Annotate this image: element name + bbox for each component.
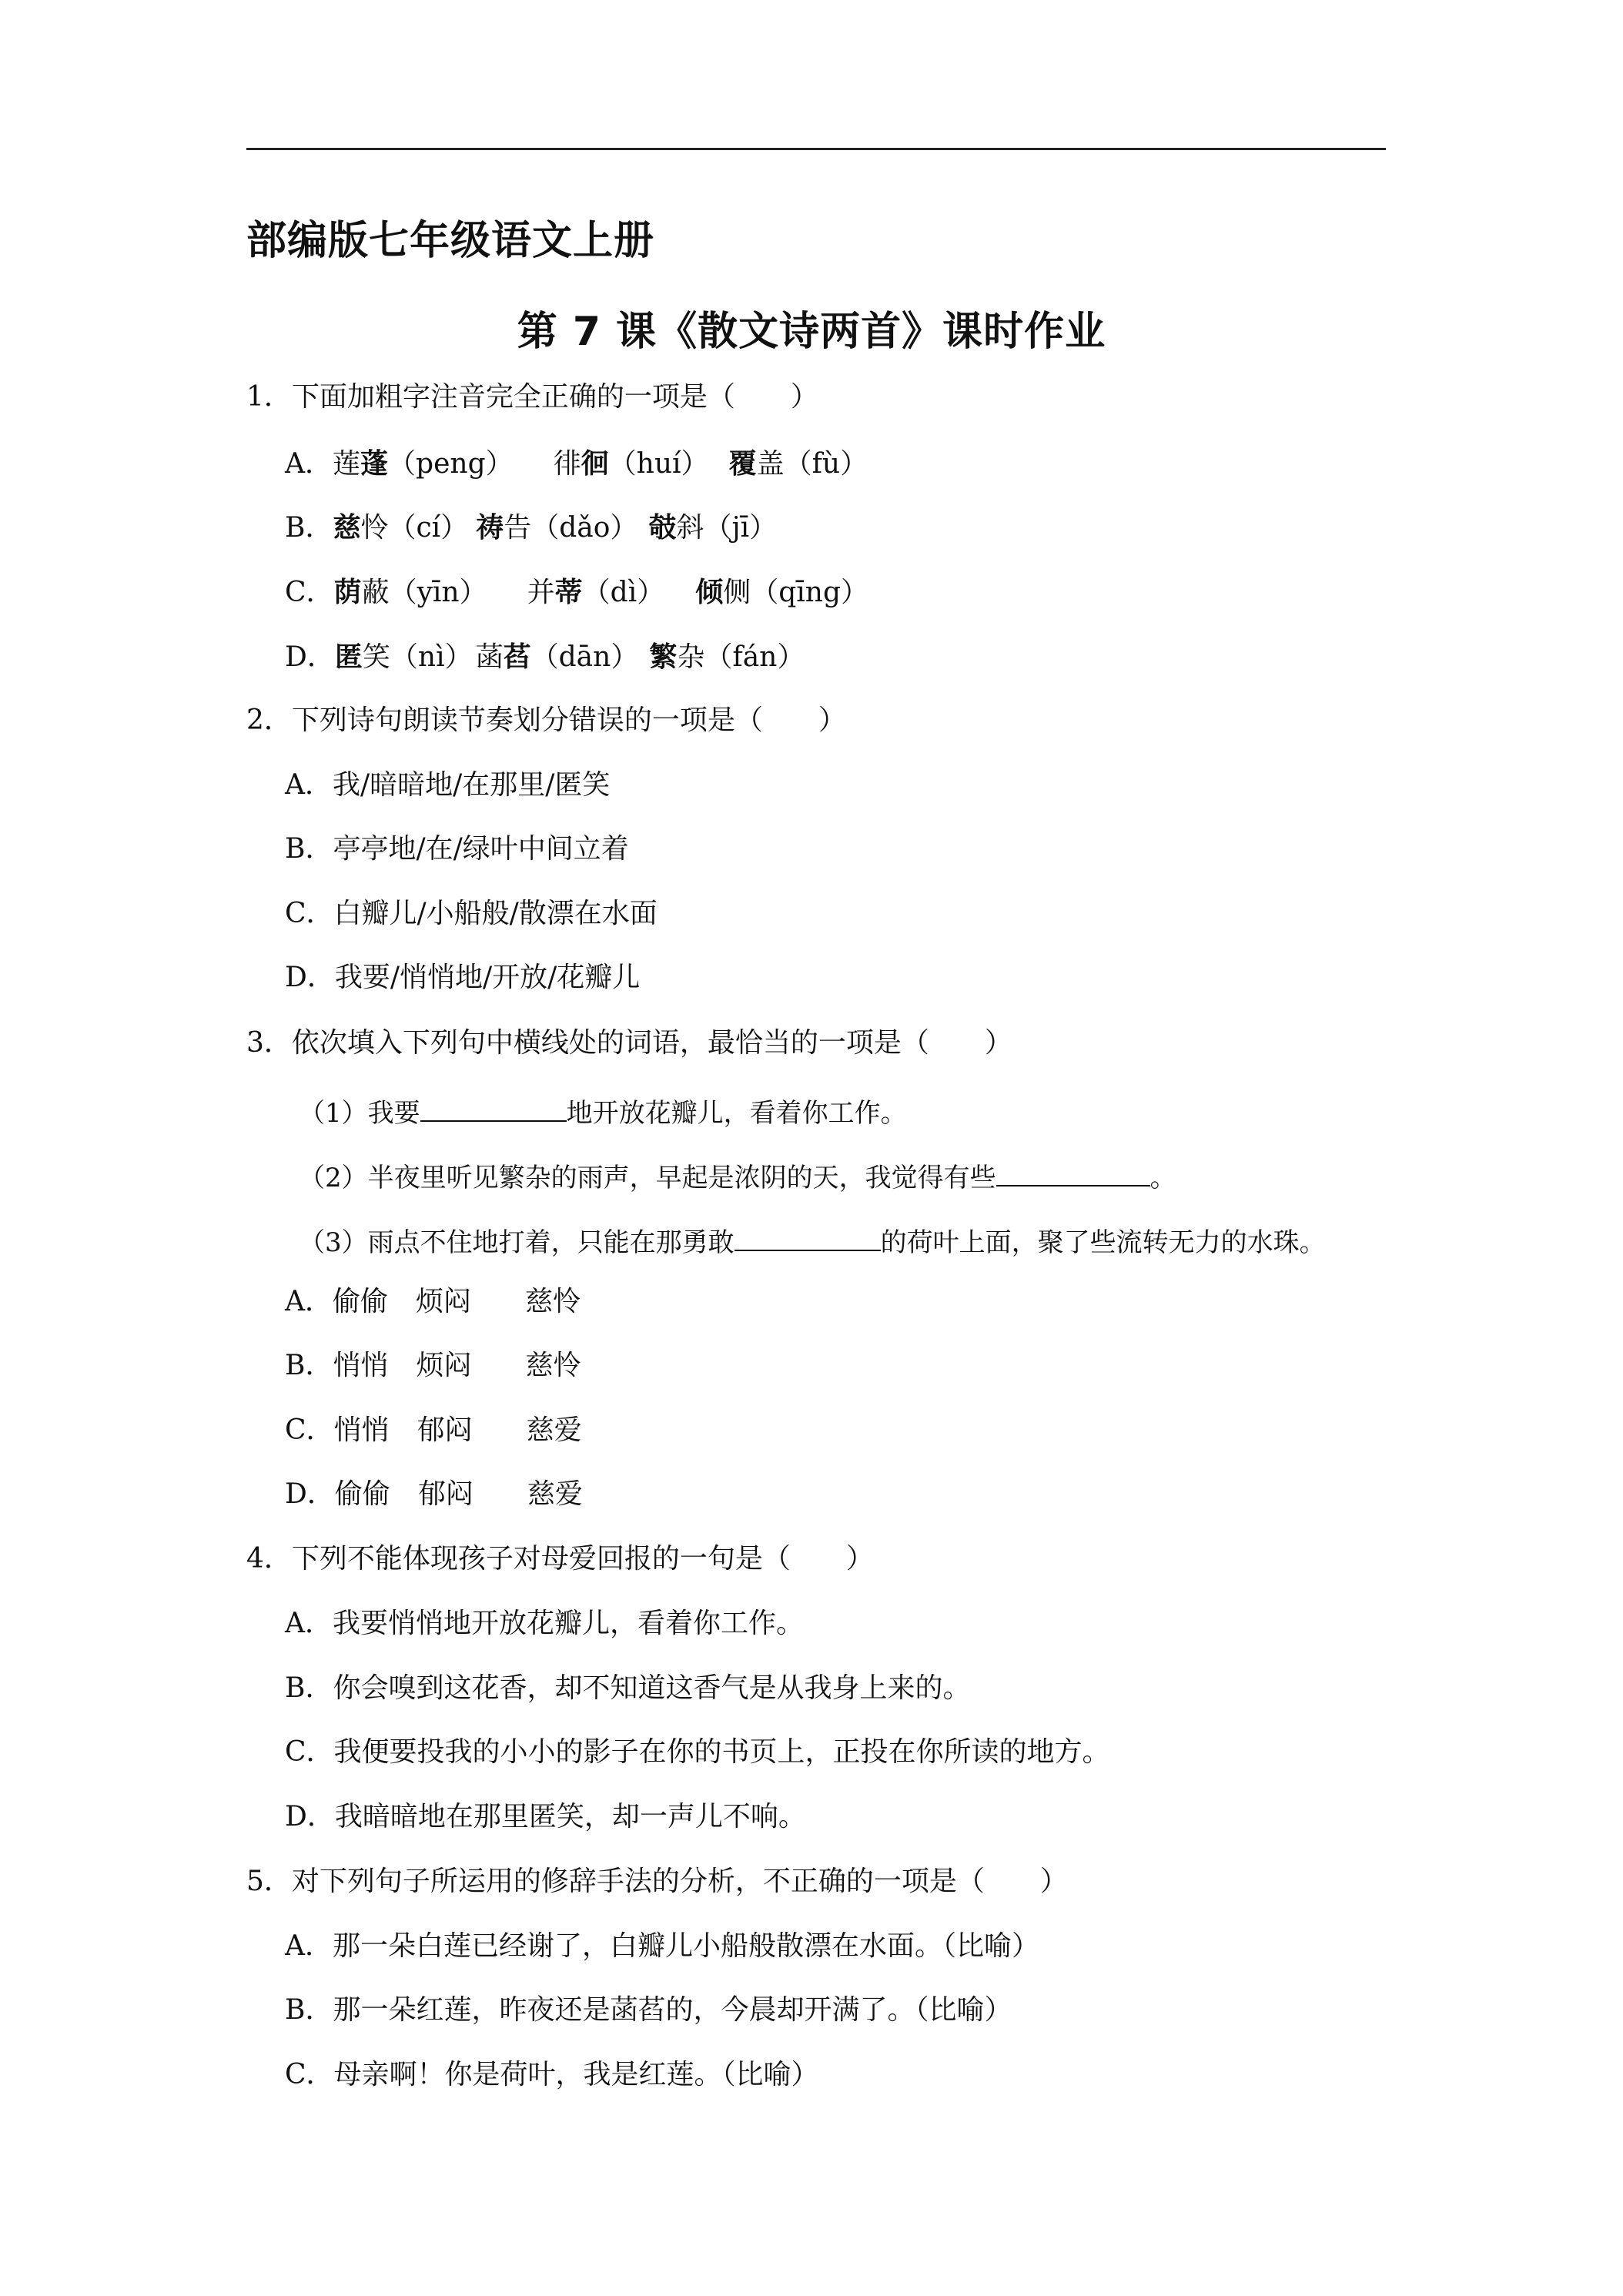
question-4-option-c: C．我便要投我的小小的影子在你的书页上，正投在你所读的地方。 (285, 1736, 1110, 1768)
question-3-stem: 3．依次填入下列句中横线处的词语，最恰当的一项是（ ） (246, 1027, 1012, 1059)
question-2-stem: 2．下列诗句朗读节奏划分错误的一项是（ ） (246, 705, 846, 736)
question-3-option-b: B．悄悄 烦闷 慈怜 (285, 1350, 581, 1381)
fill-blank (420, 1094, 567, 1122)
page-title: 第 7 课《散文诗两首》课时作业 (517, 309, 1106, 355)
question-4-option-b: B．你会嗅到这花香，却不知道这香气是从我身上来的。 (285, 1672, 971, 1704)
question-1-option-d: D．匿笑（nì） 菡萏（dān） 繁杂（fán） (285, 641, 805, 673)
question-3-option-c: C．悄悄 郁闷 慈爱 (285, 1414, 582, 1446)
question-2-option-b: B．亭亭地/在/绿叶中间立着 (285, 833, 629, 865)
question-3-option-a: A．偷偷 烦闷 慈怜 (285, 1286, 581, 1317)
question-2-option-c: C．白瓣儿/小船般/散漂在水面 (285, 898, 658, 929)
fill-blank (996, 1159, 1150, 1186)
question-5-option-b: B．那一朵红莲，昨夜还是菡萏的，今晨却开满了。（比喻） (285, 1994, 1012, 2026)
question-5-stem: 5．对下列句子所运用的修辞手法的分析，不正确的一项是（ ） (246, 1866, 1068, 1897)
question-4-stem: 4．下列不能体现孩子对母爱回报的一句是（ ） (246, 1543, 874, 1575)
question-4-option-d: D．我暗暗地在那里匿笑，却一声儿不响。 (285, 1801, 806, 1832)
question-1-option-b: B．慈怜（cí） 祷告（dǎo） 攲斜（jī） (285, 511, 778, 544)
question-1-option-a: A．莲蓬（peng） 徘徊（huí） 覆盖（fù） (285, 447, 868, 480)
question-3-sentence-1: （1）我要 地开放花瓣儿，看着你工作。 (299, 1094, 907, 1126)
document-header: 部编版七年级语文上册 (246, 218, 655, 264)
question-5-option-c: C．母亲啊！你是荷叶，我是红莲。（比喻） (285, 2059, 819, 2090)
question-5-option-a: A．那一朵白莲已经谢了，白瓣儿小船般散漂在水面。（比喻） (285, 1930, 1039, 1962)
header-rule (246, 148, 1386, 150)
question-2-option-d: D．我要/悄悄地/开放/花瓣儿 (285, 962, 641, 993)
question-3-sentence-2: （2）半夜里听见繁杂的雨声，早起是浓阴的天，我觉得有些 。 (299, 1159, 1176, 1191)
question-3-option-d: D．偷偷 郁闷 慈爱 (285, 1478, 583, 1510)
question-1-stem: 1．下面加粗字注音完全正确的一项是（ ） (246, 381, 818, 413)
question-2-option-a: A．我/暗暗地/在那里/匿笑 (285, 769, 611, 801)
fill-blank (735, 1223, 881, 1251)
question-4-option-a: A．我要悄悄地开放花瓣儿，看着你工作。 (285, 1608, 804, 1639)
question-3-sentence-3: （3）雨点不住地打着，只能在那勇敢 的荷叶上面，聚了些流转无力的水珠。 (299, 1223, 1326, 1256)
question-1-option-c: C．荫蔽（yīn） 并蒂（dì） 倾侧（qīng） (285, 576, 869, 608)
